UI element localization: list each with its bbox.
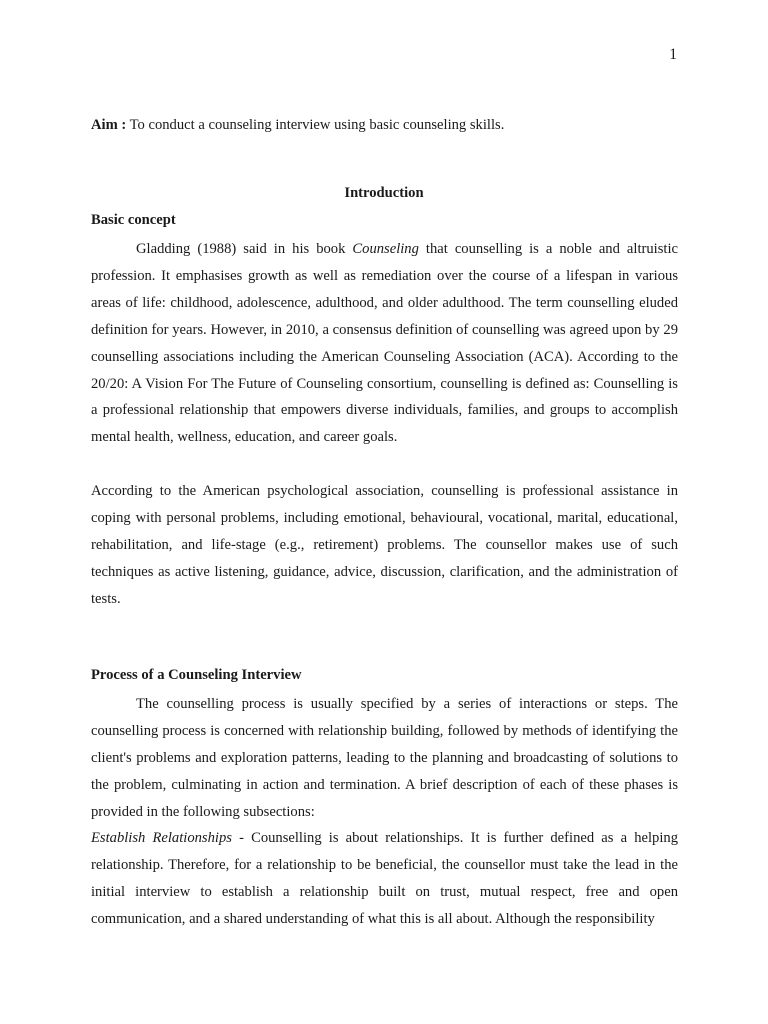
paragraph-gladding (91, 236, 678, 451)
aim-label: Aim : (91, 117, 127, 133)
paragraph-establish-relationships (91, 825, 678, 933)
paragraph-apa: According to the American psychological association, counselling is professional assistance in coping with personal problems, including emotional, behavioural, vocational, marital, educational, rehabilitation, and life-stage (e.g., retirement) problems. The counsellor makes use of such techniques as active listening, guidance, advice, discussion, clarification, and the administration of tests. (91, 483, 678, 607)
page-number: 1 (669, 46, 677, 63)
paragraph-gladding-part-b: that counselling is a noble and altruistic profession. It emphasises growth as well as remediation over the course of a lifespan in various areas of life: childhood, adolescence, adulthood, and older adulthood. The term counselling eluded definition for years. However, in 2010, a consensus definition of counselling was agreed upon by 29 counselling associations including the American Counseling Association (ACA). According to the 20/20: A Vision For The Future of Counseling consortium, counselling is defined as: Counselling is a professional relationship that empowers diverse individuals, families, and groups to accomplish mental health, wellness, education, and career goals. (91, 241, 678, 446)
aim-line (91, 117, 504, 134)
aim-text: To conduct a counseling interview using basic counseling skills. (126, 117, 505, 133)
basic-concept-heading: Basic concept (91, 212, 176, 228)
establish-relationships-term: Establish Relationships (91, 830, 232, 846)
paragraph-process: The counselling process is usually specified by a series of interactions or steps. The counselling process is concerned with relationship building, followed by methods of identifying the client's problems and exploration patterns, leading to the planning and broadcasting of solutions to the problem, culminating in action and termination. A brief description of each of these phases is provided in the following subsections: (91, 696, 678, 820)
establish-relationships-text: - Counselling is about relationships. It is further defined as a helping relationship. Therefore, for a relationship to be beneficial, the counsellor must take the lead in the initial interview to establish a relationship built on trust, mutual respect, free and open communication, and a shared understanding of what this is all about. Although the responsibility (91, 830, 678, 927)
book-title: Counseling (352, 241, 419, 257)
paragraph-gladding-part-a: Gladding (1988) said in his book (136, 241, 353, 257)
process-heading: Process of a Counseling Interview (91, 667, 302, 683)
introduction-heading: Introduction (344, 185, 424, 201)
